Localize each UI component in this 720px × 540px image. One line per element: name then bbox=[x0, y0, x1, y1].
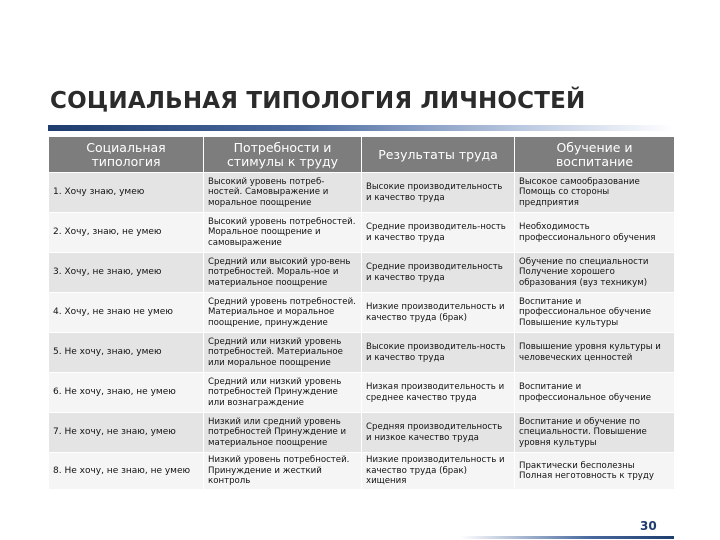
table-row bbox=[49, 333, 675, 373]
table-cell-education: Необходимость профессионального обучения bbox=[515, 213, 675, 253]
column-header-results: Результаты труда bbox=[362, 137, 515, 173]
table-cell-typology: 2. Хочу, знаю, не умею bbox=[49, 213, 204, 253]
column-header-needs: Потребности и стимулы к труду bbox=[204, 137, 362, 173]
table-cell-needs: Средний или высокий уро-вень потребностей. Мораль-ное и материальное поощрение bbox=[204, 253, 362, 293]
table-cell-results: Низкие производительность и качество труда (брак) bbox=[362, 293, 515, 333]
table-cell-typology: 6. Не хочу, знаю, не умею bbox=[49, 373, 204, 413]
table-cell-needs: Средний или низкий уровень потребностей. Материальное или моральное поощрение bbox=[204, 333, 362, 373]
table-cell-needs: Средний уровень потребностей. Материальное и моральное поощрение, принуждение bbox=[204, 293, 362, 333]
table-cell-education: Повышение уровня культуры и человеческих ценностей bbox=[515, 333, 675, 373]
table-cell-results: Низкая производительность и среднее качество труда bbox=[362, 373, 515, 413]
table-cell-education: Воспитание и профессиональное обучение bbox=[515, 373, 675, 413]
table-cell-results: Низкие производительность и качество труда (брак) хищения bbox=[362, 453, 515, 490]
bottom-accent-bar bbox=[460, 536, 674, 539]
table-cell-needs: Низкий уровень потребностей. Принуждение и жесткий контроль bbox=[204, 453, 362, 490]
column-header-typology: Социальная типология bbox=[49, 137, 204, 173]
table-row bbox=[49, 453, 675, 490]
typology-table bbox=[48, 136, 675, 490]
table-cell-needs: Высокий уровень потреб-ностей. Самовыражение и моральное поощрение bbox=[204, 173, 362, 213]
table-cell-education: Воспитание и обучение по специальности. Повышение уровня культуры bbox=[515, 413, 675, 453]
table-cell-typology: 1. Хочу знаю, умею bbox=[49, 173, 204, 213]
title-underline-bar bbox=[48, 125, 674, 131]
table-cell-typology: 4. Хочу, не знаю не умею bbox=[49, 293, 204, 333]
table-cell-results: Средние производитель-ность и качество труда bbox=[362, 213, 515, 253]
table-cell-typology: 5. Не хочу, знаю, умею bbox=[49, 333, 204, 373]
table-cell-results: Средние производительность и качество труда bbox=[362, 253, 515, 293]
table-cell-needs: Высокий уровень потребностей. Моральное поощрение и самовыражение bbox=[204, 213, 362, 253]
table-cell-needs: Низкий или средний уровень потребностей Принуждение и материальное поощрение bbox=[204, 413, 362, 453]
table-header-row bbox=[49, 137, 675, 173]
column-header-education: Обучение и воспитание bbox=[515, 137, 675, 173]
table-cell-typology: 8. Не хочу, не знаю, не умею bbox=[49, 453, 204, 490]
page-title: СОЦИАЛЬНАЯ ТИПОЛОГИЯ ЛИЧНОСТЕЙ bbox=[50, 88, 586, 114]
table-row bbox=[49, 173, 675, 213]
table-cell-results: Высокие производительность и качество труда bbox=[362, 173, 515, 213]
table-row bbox=[49, 373, 675, 413]
table-cell-education: Практически бесполезны Полная неготовность к труду bbox=[515, 453, 675, 490]
table-cell-typology: 7. Не хочу, не знаю, умею bbox=[49, 413, 204, 453]
table-row bbox=[49, 253, 675, 293]
table-row bbox=[49, 293, 675, 333]
table-cell-education: Обучение по специальности Получение хорошего образования (вуз техникум) bbox=[515, 253, 675, 293]
table-cell-typology: 3. Хочу, не знаю, умею bbox=[49, 253, 204, 293]
table-row bbox=[49, 213, 675, 253]
table-row bbox=[49, 413, 675, 453]
table-cell-education: Воспитание и профессиональное обучение Повышение культуры bbox=[515, 293, 675, 333]
table-cell-education: Высокое самообразование Помощь со стороны предприятия bbox=[515, 173, 675, 213]
table-cell-needs: Средний или низкий уровень потребностей Принуждение или вознаграждение bbox=[204, 373, 362, 413]
page-number: 30 bbox=[640, 519, 657, 533]
table-cell-results: Высокие производитель-ность и качество труда bbox=[362, 333, 515, 373]
table-cell-results: Средняя производительность и низкое качество труда bbox=[362, 413, 515, 453]
